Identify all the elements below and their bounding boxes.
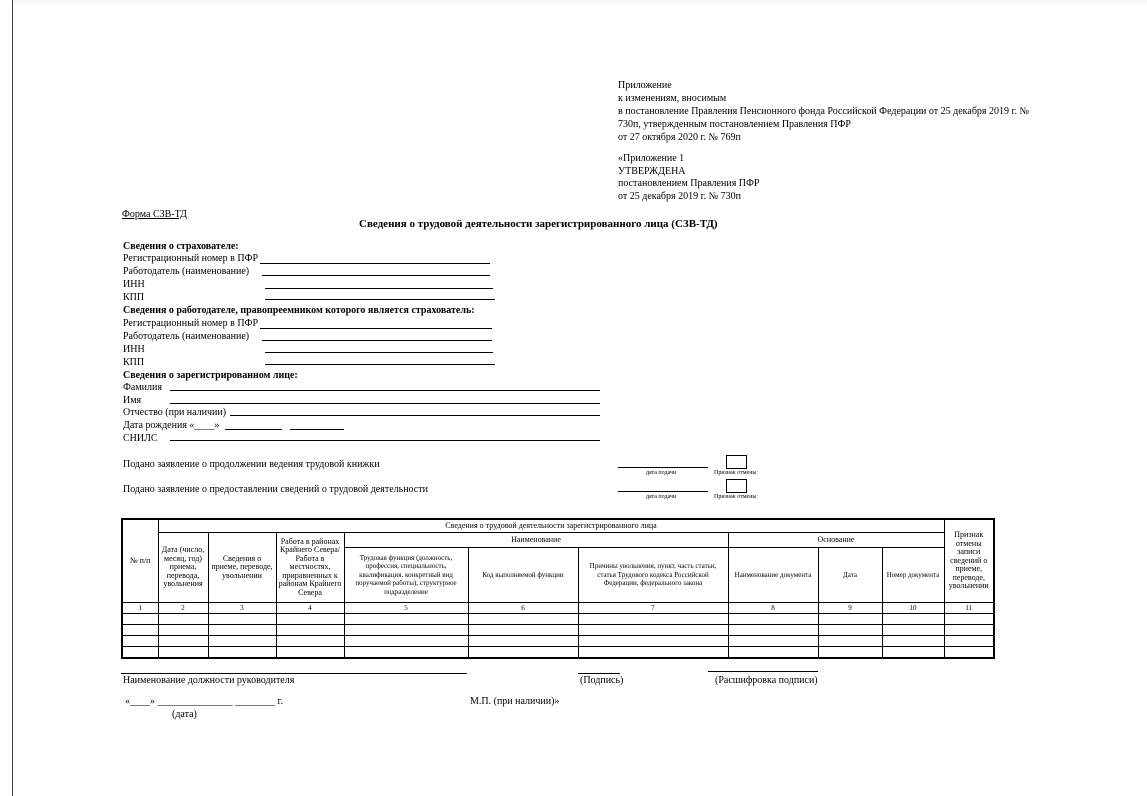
table-cell[interactable]	[944, 647, 994, 659]
col-header-doc-name: Наименование документа	[728, 548, 818, 603]
table-cell[interactable]	[208, 614, 276, 625]
col-header-doc-number: Номер документа	[882, 548, 944, 603]
info-application-label: Подано заявление о предоставлении сведений о трудовой деятельности	[123, 484, 428, 495]
col-header-reasons: Причины увольнения, пункт, часть статьи, статья Трудового кодекса Российской Федерации, федерального закона	[578, 548, 728, 603]
date-line: «____» _______________ ________ г.	[125, 696, 283, 707]
col-header-date: Дата (число, месяц, год) приема, перевода, увольнения	[158, 533, 208, 603]
surname-label: Фамилия	[123, 382, 162, 393]
appendix-line: в постановление Правления Пенсионного фонда Российской Федерации от 25 декабря 2019 г. №	[618, 106, 1030, 117]
appendix-line: Приложение	[618, 80, 672, 91]
signature-line[interactable]	[578, 673, 620, 674]
table-row	[122, 614, 994, 625]
person-heading: Сведения о зарегистрированном лице:	[123, 370, 298, 381]
column-number: 10	[882, 603, 944, 614]
table-cell[interactable]	[158, 647, 208, 659]
patronymic-label: Отчество (при наличии)	[123, 407, 227, 418]
column-number: 4	[276, 603, 344, 614]
table-cell[interactable]	[578, 625, 728, 636]
table-cell[interactable]	[344, 636, 468, 647]
appendix-line: от 27 октября 2020 г. № 769п	[618, 132, 741, 143]
table-cell[interactable]	[276, 625, 344, 636]
table-cell[interactable]	[578, 647, 728, 659]
col-header-north: Работа в районах Крайнего Севера/Работа в местностях, приравненных к районам Крайнего Севера	[276, 533, 344, 603]
table-cell[interactable]	[122, 614, 158, 625]
col-header-cancel: Признак отмены записи сведений о приеме, переводе, увольнении	[944, 519, 994, 603]
insurer-heading: Сведения о страхователе:	[123, 241, 239, 252]
page-top-shadow	[12, 0, 1147, 6]
table-row	[122, 647, 994, 659]
column-number: 3	[208, 603, 276, 614]
column-number-row	[122, 603, 994, 614]
table-cell[interactable]	[468, 614, 578, 625]
table-cell[interactable]	[122, 636, 158, 647]
table-cell[interactable]	[122, 647, 158, 659]
workbook-submit-date-field[interactable]	[618, 467, 708, 468]
labor-activity-table	[121, 518, 995, 659]
table-cell[interactable]	[818, 614, 882, 625]
table-cell[interactable]	[208, 625, 276, 636]
table-cell[interactable]	[578, 614, 728, 625]
table-row	[122, 636, 994, 647]
table-cell[interactable]	[468, 625, 578, 636]
table-cell[interactable]	[158, 625, 208, 636]
group-header-basis: Основание	[728, 533, 944, 548]
position-label: Наименование должности руководителя	[123, 675, 295, 686]
table-cell[interactable]	[276, 614, 344, 625]
table-cell[interactable]	[818, 647, 882, 659]
info-cancel-caption: Признак отмены	[714, 494, 757, 500]
form-name: Форма СЗВ-ТД	[122, 209, 187, 220]
column-number: 9	[818, 603, 882, 614]
insurer-reg-number-label: Регистрационный номер в ПФР	[123, 253, 258, 264]
appendix-block	[618, 79, 1029, 144]
position-line[interactable]	[121, 673, 467, 674]
insurer-employer-label: Работодатель (наименование)	[123, 266, 250, 277]
predecessor-reg-number-label: Регистрационный номер в ПФР	[123, 318, 258, 329]
insurer-kpp-field[interactable]	[265, 299, 495, 300]
decoding-line[interactable]	[708, 671, 818, 672]
workbook-application-label: Подано заявление о продолжении ведения трудовой книжки	[123, 459, 380, 470]
column-number: 6	[468, 603, 578, 614]
predecessor-inn-field[interactable]	[265, 352, 493, 353]
signature-label: (Подпись)	[580, 675, 624, 686]
table-cell[interactable]	[728, 625, 818, 636]
info-submit-date-field[interactable]	[618, 491, 708, 492]
birth-year-field[interactable]	[290, 429, 344, 430]
workbook-submit-date-caption: дата подачи	[646, 470, 677, 476]
table-cell[interactable]	[728, 636, 818, 647]
table-cell[interactable]	[276, 647, 344, 659]
insurer-kpp-label: КПП	[123, 292, 145, 303]
table-row	[122, 625, 994, 636]
col-header-function-code: Код выполняемой функции	[468, 548, 578, 603]
table-cell[interactable]	[728, 614, 818, 625]
column-number: 5	[344, 603, 468, 614]
birth-date-label: Дата рождения «____»	[123, 420, 220, 431]
appendix-line: 730п, утвержденным постановлением Правления ПФР	[618, 119, 851, 130]
approval-line: постановлением Правления ПФР	[618, 178, 760, 189]
document-title: Сведения о трудовой деятельности зарегистрированного лица (СЗВ-ТД)	[359, 218, 718, 230]
table-cell[interactable]	[944, 614, 994, 625]
predecessor-employer-field[interactable]	[262, 340, 492, 341]
decoding-label: (Расшифровка подписи)	[715, 675, 818, 686]
predecessor-kpp-field[interactable]	[265, 364, 495, 365]
col-header-num: № п/п	[122, 519, 158, 603]
predecessor-inn-label: ИНН	[123, 344, 145, 355]
patronymic-field[interactable]	[230, 415, 600, 416]
group-header-labor: Сведения о трудовой деятельности зарегистрированного лица	[158, 519, 944, 533]
table-cell[interactable]	[344, 647, 468, 659]
col-header-function: Трудовая функция (должность, профессия, специальность, квалификация, конкретный вид поручаемой работы), структурное подразделение	[344, 548, 468, 603]
column-number: 8	[728, 603, 818, 614]
table-cell[interactable]	[882, 636, 944, 647]
approval-block	[618, 153, 759, 203]
table-cell[interactable]	[944, 625, 994, 636]
predecessor-employer-label: Работодатель (наименование)	[123, 331, 250, 342]
workbook-cancel-caption: Признак отмены	[714, 470, 757, 476]
page-left-border	[12, 0, 13, 796]
group-header-naming: Наименование	[344, 533, 728, 548]
table-cell[interactable]	[344, 625, 468, 636]
table-cell[interactable]	[208, 647, 276, 659]
table-cell[interactable]	[344, 614, 468, 625]
table-cell[interactable]	[468, 636, 578, 647]
table-cell[interactable]	[276, 636, 344, 647]
table-cell[interactable]	[208, 636, 276, 647]
insurer-reg-number-field[interactable]	[260, 263, 490, 264]
table-cell[interactable]	[882, 614, 944, 625]
column-number: 1	[122, 603, 158, 614]
table-cell[interactable]	[882, 625, 944, 636]
insurer-employer-field[interactable]	[262, 275, 490, 276]
appendix-line: к изменениям, вносимым	[618, 93, 727, 104]
column-number: 7	[578, 603, 728, 614]
snils-field[interactable]	[170, 440, 600, 441]
surname-field[interactable]	[170, 390, 600, 391]
table-cell[interactable]	[728, 647, 818, 659]
table-cell[interactable]	[468, 647, 578, 659]
workbook-cancel-checkbox[interactable]	[726, 455, 747, 469]
date-label: (дата)	[172, 709, 197, 720]
approval-line: от 25 декабря 2019 г. № 730п	[618, 190, 741, 202]
table-cell[interactable]	[818, 636, 882, 647]
approval-line: УТВЕРЖДЕНА	[618, 165, 686, 177]
info-cancel-checkbox[interactable]	[726, 479, 747, 493]
table-cell[interactable]	[158, 636, 208, 647]
table-cell[interactable]	[158, 614, 208, 625]
info-submit-date-caption: дата подачи	[646, 494, 677, 500]
insurer-inn-label: ИНН	[123, 279, 145, 290]
column-number: 11	[944, 603, 994, 614]
predecessor-heading: Сведения о работодателе, правопреемником которого является страхователь:	[123, 305, 475, 316]
predecessor-kpp-label: КПП	[123, 357, 145, 368]
column-number: 2	[158, 603, 208, 614]
table-cell[interactable]	[944, 636, 994, 647]
approval-line: «Приложение 1	[618, 153, 685, 164]
snils-label: СНИЛС	[123, 433, 158, 444]
table-cell[interactable]	[122, 625, 158, 636]
col-header-info: Сведения о приеме, переводе, увольнении	[208, 533, 276, 603]
insurer-inn-field[interactable]	[265, 288, 493, 289]
table-cell[interactable]	[578, 636, 728, 647]
col-header-doc-date: Дата	[818, 548, 882, 603]
table-cell[interactable]	[818, 625, 882, 636]
predecessor-reg-number-field[interactable]	[260, 328, 492, 329]
birth-month-field[interactable]	[225, 429, 282, 430]
name-field[interactable]	[170, 403, 600, 404]
name-label: Имя	[123, 395, 142, 406]
table-cell[interactable]	[882, 647, 944, 659]
stamp-label: М.П. (при наличии)»	[470, 696, 560, 707]
